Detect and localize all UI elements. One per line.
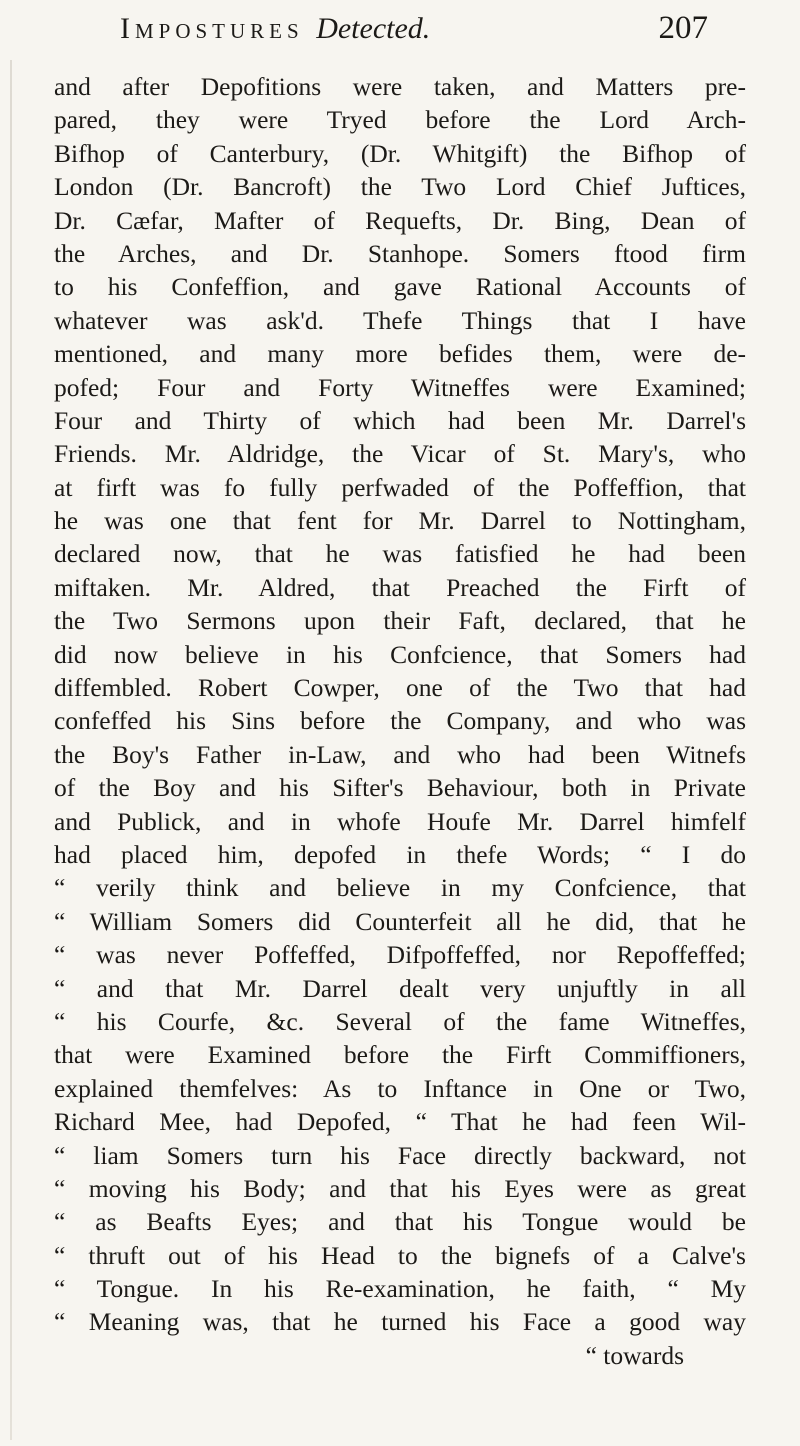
text-line: “ moving his Body; and that his Eyes were as great (54, 1173, 746, 1203)
running-header (120, 10, 708, 58)
text-line: confeffed his Sins before the Company, and who was (54, 706, 746, 736)
text-line: pofed; Four and Forty Witneffes were Examined; (54, 372, 746, 402)
text-line: diffembled. Robert Cowper, one of the Two that had (54, 673, 746, 703)
text-line: Four and Thirty of which had been Mr. Darrel's (54, 405, 746, 435)
text-line: Bifhop of Canterbury, (Dr. Whitgift) the Bifhop of (54, 138, 746, 168)
text-line: to his Confeffion, and gave Rational Accounts of (54, 272, 746, 302)
text-line: mentioned, and many more befides them, were de- (54, 339, 746, 369)
text-line: “ Meaning was, that he turned his Face a good way (54, 1307, 746, 1337)
text-line: miftaken. Mr. Aldred, that Preached the Firft of (54, 572, 746, 602)
text-line: “ William Somers did Counterfeit all he did, that he (54, 906, 746, 936)
text-line: explained themfelves: As to Inftance in One or Two, (54, 1073, 746, 1103)
text-line: did now believe in his Confcience, that Somers had (54, 639, 746, 669)
text-line: and after Depofitions were taken, and Matters pre- (54, 72, 746, 101)
text-line: “ as Beafts Eyes; and that his Tongue would be (54, 1207, 746, 1237)
text-line: “ thruft out of his Head to the bignefs of a Calve's (54, 1240, 746, 1270)
text-line: declared now, that he was fatisfied he had been (54, 539, 746, 569)
text-line: the Arches, and Dr. Stanhope. Somers ftood firm (54, 238, 746, 268)
running-title-caps: Impostures (120, 12, 304, 45)
text-line: “ and that Mr. Darrel dealt very unjuftly in all (54, 973, 746, 1003)
text-line: “ Tongue. In his Re-examination, he faith, “ My (54, 1274, 746, 1304)
text-line: had placed him, depofed in thefe Words; “ I do (54, 839, 746, 869)
text-line: “ was never Poffeffed, Difpoffeffed, nor Repoffeffed; (54, 940, 746, 970)
running-title-italic: Detected. (316, 12, 431, 45)
text-line: “ liam Somers turn his Face directly backward, not (54, 1140, 746, 1170)
text-line: of the Boy and his Sifter's Behaviour, both in Private (54, 773, 746, 803)
text-line: Friends. Mr. Aldridge, the Vicar of St. Mary's, who (54, 439, 746, 469)
page-gutter-shadow (10, 60, 12, 1440)
text-line: “ verily think and believe in my Confcience, that (54, 873, 746, 903)
running-title (120, 12, 430, 46)
text-line: at firft was fo fully perfwaded of the Poffeffion, that (54, 472, 746, 502)
page-number: 207 (658, 10, 708, 46)
text-line: he was one that fent for Mr. Darrel to Nottingham, (54, 506, 746, 536)
text-line: whatever was ask'd. Thefe Things that I have (54, 305, 746, 335)
text-line: pared, they were Tryed before the Lord Arch- (54, 105, 746, 135)
text-line: and Publick, and in whofe Houfe Mr. Darrel himfelf (54, 806, 746, 836)
text-line: Richard Mee, had Depofed, “ That he had feen Wil- (54, 1107, 746, 1137)
body-text (54, 70, 746, 1372)
text-line: Dr. Cæfar, Mafter of Requefts, Dr. Bing, Dean of (54, 205, 746, 235)
text-line: London (Dr. Bancroft) the Two Lord Chief Juftices, (54, 172, 746, 202)
text-line: the Two Sermons upon their Faft, declared, that he (54, 606, 746, 636)
catchword-line: “ towards (585, 1340, 684, 1370)
text-line: that were Examined before the Firft Commiffioners, (54, 1040, 746, 1070)
text-line: the Boy's Father in-Law, and who had been Witnefs (54, 739, 746, 769)
text-line: “ his Courfe, &c. Several of the fame Witneffes, (54, 1006, 746, 1036)
